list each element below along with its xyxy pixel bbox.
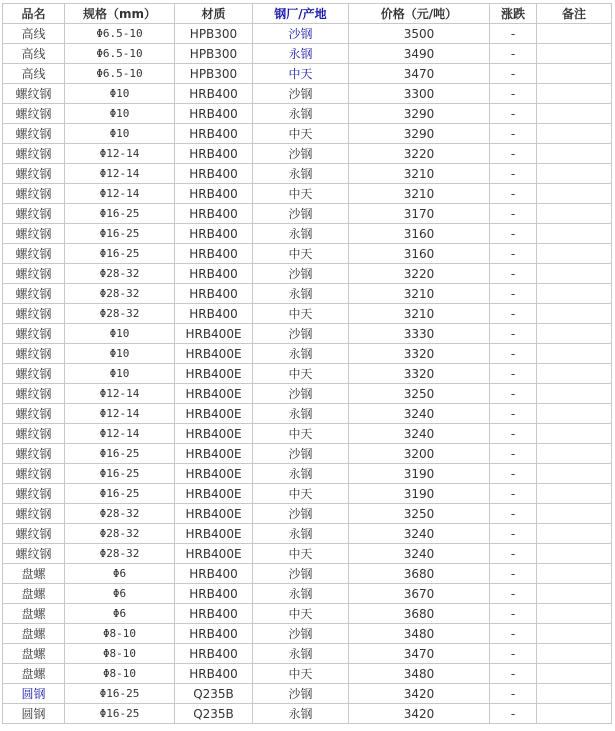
cell-product-name: 螺纹钢 [3, 204, 65, 224]
cell-product-name: 螺纹钢 [3, 544, 65, 564]
cell-remarks [537, 204, 612, 224]
cell-remarks [537, 24, 612, 44]
cell-product-name: 螺纹钢 [3, 324, 65, 344]
table-row [3, 164, 612, 184]
cell-price: 3480 [349, 664, 490, 684]
steel-price-table [2, 3, 612, 724]
table-row [3, 644, 612, 664]
cell-mill-origin: 永钢 [253, 644, 349, 664]
cell-mill-origin: 中天 [253, 184, 349, 204]
cell-specification: Φ12-14 [65, 144, 175, 164]
cell-remarks [537, 564, 612, 584]
cell-change: - [490, 424, 537, 444]
cell-price: 3170 [349, 204, 490, 224]
cell-change: - [490, 484, 537, 504]
cell-product-name: 螺纹钢 [3, 184, 65, 204]
cell-mill-origin: 沙钢 [253, 384, 349, 404]
cell-specification: Φ28-32 [65, 504, 175, 524]
cell-remarks [537, 224, 612, 244]
cell-mill-origin: 沙钢 [253, 84, 349, 104]
cell-remarks [537, 484, 612, 504]
cell-material: HRB400 [175, 564, 253, 584]
table-row [3, 364, 612, 384]
header-mill-origin: 钢厂/产地 [253, 4, 349, 24]
cell-price: 3200 [349, 444, 490, 464]
cell-mill-origin: 永钢 [253, 344, 349, 364]
table-row [3, 44, 612, 64]
cell-remarks [537, 124, 612, 144]
cell-change: - [490, 304, 537, 324]
cell-remarks [537, 264, 612, 284]
cell-material: HRB400E [175, 544, 253, 564]
table-row [3, 244, 612, 264]
cell-price: 3240 [349, 404, 490, 424]
cell-mill-origin: 中天 [253, 124, 349, 144]
cell-material: HRB400 [175, 244, 253, 264]
cell-specification: Φ16-25 [65, 244, 175, 264]
cell-remarks [537, 144, 612, 164]
cell-product-name: 螺纹钢 [3, 444, 65, 464]
cell-price: 3300 [349, 84, 490, 104]
cell-product-name: 螺纹钢 [3, 104, 65, 124]
cell-specification: Φ12-14 [65, 384, 175, 404]
cell-price: 3220 [349, 264, 490, 284]
cell-change: - [490, 324, 537, 344]
cell-price: 3420 [349, 704, 490, 724]
cell-product-name: 盘螺 [3, 624, 65, 644]
cell-material: HRB400 [175, 84, 253, 104]
cell-material: HPB300 [175, 64, 253, 84]
cell-change: - [490, 264, 537, 284]
cell-product-name: 螺纹钢 [3, 244, 65, 264]
table-row [3, 424, 612, 444]
cell-mill-origin: 永钢 [253, 404, 349, 424]
cell-price: 3210 [349, 304, 490, 324]
cell-price: 3240 [349, 424, 490, 444]
cell-mill-origin: 永钢 [253, 584, 349, 604]
cell-remarks [537, 644, 612, 664]
cell-mill-origin: 沙钢 [253, 564, 349, 584]
table-row [3, 304, 612, 324]
cell-specification: Φ16-25 [65, 684, 175, 704]
cell-change: - [490, 624, 537, 644]
cell-product-name: 盘螺 [3, 604, 65, 624]
cell-specification: Φ10 [65, 124, 175, 144]
cell-mill-origin: 沙钢 [253, 684, 349, 704]
cell-change: - [490, 384, 537, 404]
cell-price: 3190 [349, 484, 490, 504]
cell-remarks [537, 244, 612, 264]
cell-remarks [537, 384, 612, 404]
cell-specification: Φ16-25 [65, 484, 175, 504]
table-row [3, 624, 612, 644]
table-row [3, 324, 612, 344]
table-row [3, 204, 612, 224]
table-row [3, 584, 612, 604]
cell-specification: Φ6.5-10 [65, 24, 175, 44]
cell-price: 3680 [349, 604, 490, 624]
cell-specification: Φ28-32 [65, 544, 175, 564]
cell-mill-origin: 永钢 [253, 464, 349, 484]
cell-material: HPB300 [175, 44, 253, 64]
cell-material: HRB400E [175, 384, 253, 404]
table-row [3, 544, 612, 564]
cell-price: 3160 [349, 224, 490, 244]
cell-remarks [537, 364, 612, 384]
cell-material: HRB400E [175, 424, 253, 444]
cell-mill-origin: 中天 [253, 544, 349, 564]
cell-specification: Φ8-10 [65, 664, 175, 684]
cell-product-name: 螺纹钢 [3, 484, 65, 504]
table-row [3, 504, 612, 524]
cell-specification: Φ16-25 [65, 204, 175, 224]
cell-mill-origin: 沙钢 [253, 144, 349, 164]
table-row [3, 464, 612, 484]
cell-material: HRB400 [175, 664, 253, 684]
cell-remarks [537, 324, 612, 344]
cell-remarks [537, 604, 612, 624]
cell-price: 3210 [349, 284, 490, 304]
cell-mill-origin: 永钢 [253, 284, 349, 304]
cell-mill-origin: 中天 [253, 364, 349, 384]
cell-product-name: 高线 [3, 24, 65, 44]
table-row [3, 124, 612, 144]
cell-change: - [490, 504, 537, 524]
cell-price: 3680 [349, 564, 490, 584]
cell-material: HRB400 [175, 644, 253, 664]
table-header-row [3, 4, 612, 24]
cell-product-name: 盘螺 [3, 644, 65, 664]
cell-specification: Φ28-32 [65, 264, 175, 284]
cell-mill-origin: 沙钢 [253, 264, 349, 284]
cell-mill-origin: 中天 [253, 604, 349, 624]
cell-specification: Φ6 [65, 584, 175, 604]
cell-mill-origin: 中天 [253, 304, 349, 324]
cell-price: 3320 [349, 344, 490, 364]
cell-change: - [490, 44, 537, 64]
cell-remarks [537, 304, 612, 324]
cell-material: HRB400 [175, 184, 253, 204]
cell-specification: Φ28-32 [65, 304, 175, 324]
cell-mill-origin: 沙钢 [253, 444, 349, 464]
cell-product-name: 螺纹钢 [3, 464, 65, 484]
cell-change: - [490, 24, 537, 44]
cell-price: 3320 [349, 364, 490, 384]
cell-specification: Φ8-10 [65, 624, 175, 644]
header-change: 涨跌 [490, 4, 537, 24]
cell-material: HRB400 [175, 204, 253, 224]
cell-change: - [490, 364, 537, 384]
cell-change: - [490, 164, 537, 184]
cell-material: HRB400 [175, 584, 253, 604]
cell-material: HRB400E [175, 464, 253, 484]
table-row [3, 604, 612, 624]
cell-material: HRB400 [175, 164, 253, 184]
cell-material: HRB400E [175, 324, 253, 344]
cell-specification: Φ8-10 [65, 644, 175, 664]
table-row [3, 264, 612, 284]
cell-price: 3420 [349, 684, 490, 704]
cell-price: 3470 [349, 64, 490, 84]
cell-product-name: 螺纹钢 [3, 144, 65, 164]
table-row [3, 64, 612, 84]
cell-specification: Φ10 [65, 364, 175, 384]
cell-product-name: 螺纹钢 [3, 504, 65, 524]
cell-price: 3220 [349, 144, 490, 164]
cell-price: 3330 [349, 324, 490, 344]
cell-material: HRB400E [175, 504, 253, 524]
cell-mill-origin: 中天 [253, 64, 349, 84]
cell-change: - [490, 564, 537, 584]
cell-change: - [490, 224, 537, 244]
table-row [3, 704, 612, 724]
cell-price: 3500 [349, 24, 490, 44]
cell-product-name: 盘螺 [3, 564, 65, 584]
cell-specification: Φ6.5-10 [65, 44, 175, 64]
header-price: 价格（元/吨） [349, 4, 490, 24]
cell-change: - [490, 704, 537, 724]
cell-price: 3290 [349, 124, 490, 144]
cell-product-name: 高线 [3, 64, 65, 84]
cell-price: 3210 [349, 164, 490, 184]
cell-remarks [537, 664, 612, 684]
cell-remarks [537, 44, 612, 64]
cell-material: HRB400 [175, 264, 253, 284]
cell-remarks [537, 64, 612, 84]
table-row [3, 24, 612, 44]
cell-mill-origin: 永钢 [253, 104, 349, 124]
cell-remarks [537, 704, 612, 724]
cell-product-name: 螺纹钢 [3, 404, 65, 424]
cell-product-name: 螺纹钢 [3, 84, 65, 104]
cell-remarks [537, 84, 612, 104]
cell-product-name: 螺纹钢 [3, 344, 65, 364]
cell-mill-origin: 永钢 [253, 224, 349, 244]
header-remarks: 备注 [537, 4, 612, 24]
header-product-name: 品名 [3, 4, 65, 24]
cell-change: - [490, 244, 537, 264]
cell-material: HRB400 [175, 124, 253, 144]
cell-material: HRB400 [175, 144, 253, 164]
cell-product-name: 螺纹钢 [3, 304, 65, 324]
cell-material: HPB300 [175, 24, 253, 44]
cell-remarks [537, 544, 612, 564]
cell-change: - [490, 84, 537, 104]
cell-mill-origin: 中天 [253, 244, 349, 264]
cell-specification: Φ10 [65, 344, 175, 364]
cell-material: Q235B [175, 704, 253, 724]
cell-product-name: 高线 [3, 44, 65, 64]
table-row [3, 404, 612, 424]
cell-material: HRB400 [175, 624, 253, 644]
cell-mill-origin: 永钢 [253, 524, 349, 544]
cell-specification: Φ10 [65, 84, 175, 104]
cell-mill-origin: 中天 [253, 664, 349, 684]
cell-change: - [490, 664, 537, 684]
cell-price: 3480 [349, 624, 490, 644]
cell-material: HRB400E [175, 364, 253, 384]
cell-remarks [537, 444, 612, 464]
cell-product-name: 螺纹钢 [3, 224, 65, 244]
cell-price: 3240 [349, 544, 490, 564]
cell-change: - [490, 284, 537, 304]
cell-material: HRB400 [175, 224, 253, 244]
cell-material: HRB400E [175, 484, 253, 504]
cell-remarks [537, 524, 612, 544]
cell-mill-origin: 沙钢 [253, 24, 349, 44]
cell-specification: Φ12-14 [65, 404, 175, 424]
cell-product-name: 螺纹钢 [3, 524, 65, 544]
cell-price: 3210 [349, 184, 490, 204]
table-row [3, 84, 612, 104]
cell-material: HRB400E [175, 344, 253, 364]
cell-remarks [537, 164, 612, 184]
cell-change: - [490, 464, 537, 484]
cell-change: - [490, 524, 537, 544]
cell-change: - [490, 684, 537, 704]
cell-price: 3190 [349, 464, 490, 484]
table-row [3, 104, 612, 124]
cell-mill-origin: 永钢 [253, 44, 349, 64]
cell-change: - [490, 144, 537, 164]
header-material: 材质 [175, 4, 253, 24]
cell-specification: Φ10 [65, 104, 175, 124]
table-body [3, 24, 612, 724]
cell-specification: Φ16-25 [65, 704, 175, 724]
cell-price: 3250 [349, 504, 490, 524]
cell-remarks [537, 404, 612, 424]
cell-change: - [490, 584, 537, 604]
cell-specification: Φ16-25 [65, 464, 175, 484]
cell-product-name: 螺纹钢 [3, 264, 65, 284]
cell-price: 3490 [349, 44, 490, 64]
cell-specification: Φ12-14 [65, 164, 175, 184]
table-row [3, 684, 612, 704]
table-row [3, 384, 612, 404]
cell-remarks [537, 104, 612, 124]
cell-specification: Φ28-32 [65, 284, 175, 304]
cell-change: - [490, 344, 537, 364]
cell-product-name: 螺纹钢 [3, 124, 65, 144]
table-row [3, 284, 612, 304]
cell-change: - [490, 404, 537, 424]
cell-material: HRB400E [175, 404, 253, 424]
cell-change: - [490, 204, 537, 224]
table-row [3, 564, 612, 584]
cell-specification: Φ16-25 [65, 444, 175, 464]
cell-remarks [537, 464, 612, 484]
cell-material: HRB400E [175, 524, 253, 544]
cell-remarks [537, 184, 612, 204]
cell-remarks [537, 584, 612, 604]
cell-specification: Φ16-25 [65, 224, 175, 244]
cell-product-name: 螺纹钢 [3, 364, 65, 384]
cell-mill-origin: 沙钢 [253, 324, 349, 344]
cell-product-name: 螺纹钢 [3, 424, 65, 444]
table-row [3, 664, 612, 684]
cell-material: Q235B [175, 684, 253, 704]
cell-mill-origin: 沙钢 [253, 624, 349, 644]
cell-product-name: 圆钢 [3, 704, 65, 724]
cell-change: - [490, 64, 537, 84]
cell-remarks [537, 504, 612, 524]
cell-material: HRB400 [175, 104, 253, 124]
cell-price: 3160 [349, 244, 490, 264]
cell-mill-origin: 中天 [253, 424, 349, 444]
cell-price: 3470 [349, 644, 490, 664]
cell-material: HRB400 [175, 604, 253, 624]
cell-product-name: 螺纹钢 [3, 384, 65, 404]
cell-material: HRB400 [175, 284, 253, 304]
cell-product-name: 盘螺 [3, 664, 65, 684]
cell-specification: Φ12-14 [65, 184, 175, 204]
header-specification: 规格（mm） [65, 4, 175, 24]
cell-change: - [490, 544, 537, 564]
table-row [3, 444, 612, 464]
cell-mill-origin: 沙钢 [253, 204, 349, 224]
table-row [3, 484, 612, 504]
cell-specification: Φ12-14 [65, 424, 175, 444]
cell-specification: Φ10 [65, 324, 175, 344]
cell-mill-origin: 沙钢 [253, 504, 349, 524]
cell-change: - [490, 444, 537, 464]
cell-change: - [490, 644, 537, 664]
cell-remarks [537, 624, 612, 644]
cell-product-name: 圆钢 [3, 684, 65, 704]
cell-mill-origin: 永钢 [253, 164, 349, 184]
cell-specification: Φ6 [65, 604, 175, 624]
cell-remarks [537, 344, 612, 364]
table-row [3, 344, 612, 364]
cell-change: - [490, 104, 537, 124]
cell-change: - [490, 124, 537, 144]
cell-price: 3670 [349, 584, 490, 604]
cell-specification: Φ6 [65, 564, 175, 584]
cell-change: - [490, 604, 537, 624]
cell-product-name: 螺纹钢 [3, 284, 65, 304]
cell-remarks [537, 424, 612, 444]
cell-mill-origin: 中天 [253, 484, 349, 504]
cell-remarks [537, 684, 612, 704]
cell-remarks [537, 284, 612, 304]
table-row [3, 524, 612, 544]
cell-price: 3290 [349, 104, 490, 124]
table-row [3, 224, 612, 244]
cell-mill-origin: 永钢 [253, 704, 349, 724]
table-row [3, 184, 612, 204]
cell-product-name: 螺纹钢 [3, 164, 65, 184]
cell-specification: Φ6.5-10 [65, 64, 175, 84]
table-row [3, 144, 612, 164]
cell-change: - [490, 184, 537, 204]
cell-specification: Φ28-32 [65, 524, 175, 544]
cell-price: 3240 [349, 524, 490, 544]
cell-price: 3250 [349, 384, 490, 404]
cell-material: HRB400 [175, 304, 253, 324]
cell-product-name: 盘螺 [3, 584, 65, 604]
cell-material: HRB400E [175, 444, 253, 464]
